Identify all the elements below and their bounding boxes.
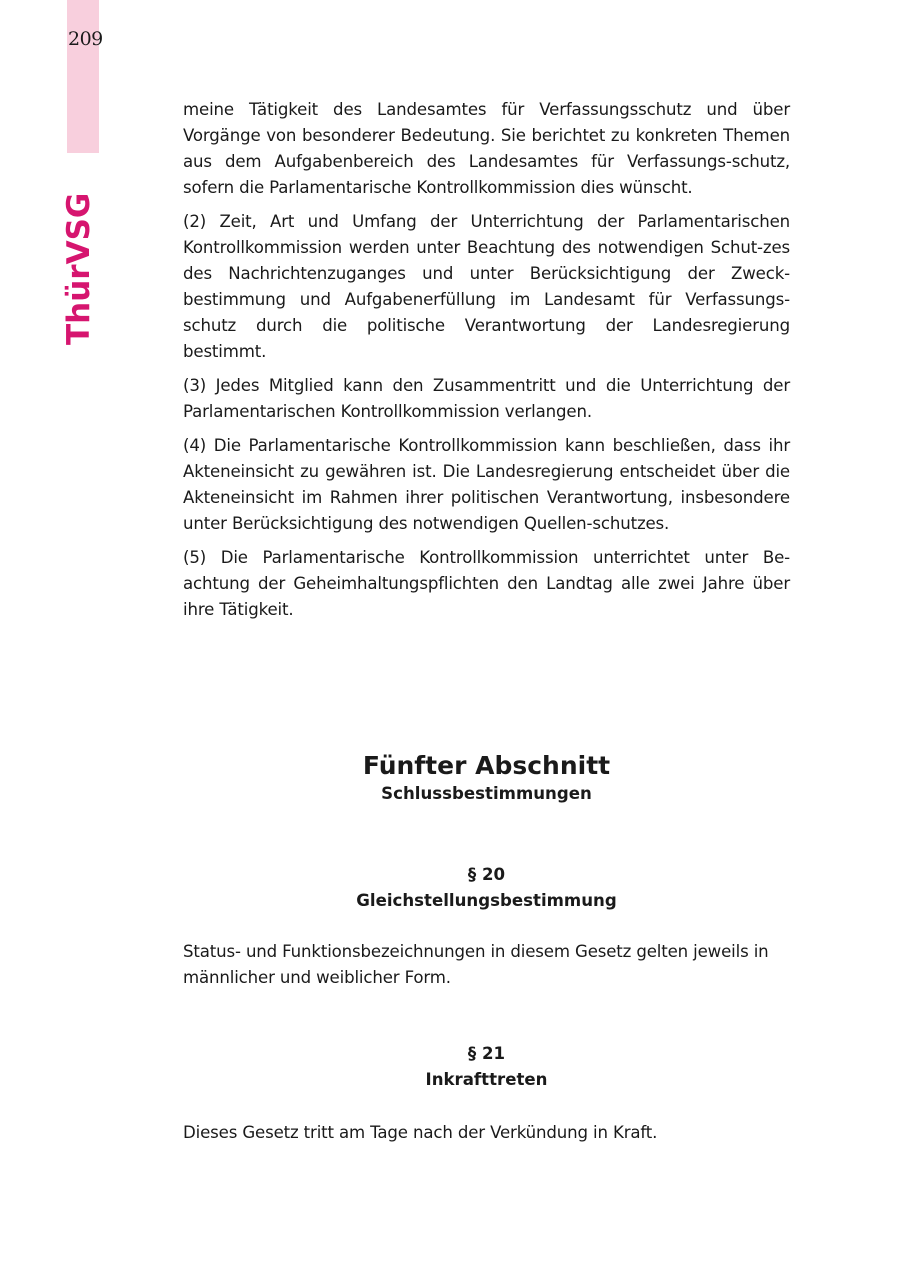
paragraph-3: (3) Jedes Mitglied kann den Zusammentritt und die Unterrichtung der Parlamentarischen Kontrollkommission verlangen. bbox=[183, 376, 790, 421]
article-21-text: Dieses Gesetz tritt am Tage nach der Verkündung in Kraft. bbox=[183, 1123, 658, 1142]
article-20-number: § 20 bbox=[467, 865, 506, 884]
section-subtitle: Schlussbestimmungen bbox=[381, 784, 592, 803]
section-heading bbox=[183, 751, 790, 807]
article-20-text: Status- und Funktionsbezeichnungen in diesem Gesetz gelten jeweils in männlicher und weiblicher Form. bbox=[183, 942, 769, 987]
page-number: 209 bbox=[68, 28, 103, 50]
article-20-heading bbox=[183, 862, 790, 914]
paragraph-2: (2) Zeit, Art und Umfang der Unterrichtung der Parlamentarischen Kontrollkommission werden unter Beachtung des notwendigen Schut-zes des Nachrichtenzuganges und unter Berücksichtigung der Zweck-bestimmung und Aufgabenerfüllung im Landesamt für Verfassungs-schutz durch die politische Verantwortung der Landesregierung bestimmt. bbox=[183, 212, 790, 361]
main-content bbox=[183, 97, 790, 631]
article-21-title: Inkrafttreten bbox=[425, 1070, 548, 1089]
article-20-title: Gleichstellungsbestimmung bbox=[356, 891, 617, 910]
paragraph-continuation: meine Tätigkeit des Landesamtes für Verfassungsschutz und über Vorgänge von besonderer Bedeutung. Sie berichtet zu konkreten Themen aus dem Aufgabenbereich des Landesamtes für Verfassungs-schutz, sofern die Parlamentarische Kontrollkommission dies wünscht. bbox=[183, 100, 790, 197]
running-title: ThürVSG bbox=[61, 192, 97, 345]
section-title: Fünfter Abschnitt bbox=[362, 751, 611, 780]
paragraph-4: (4) Die Parlamentarische Kontrollkommission kann beschließen, dass ihr Akteneinsicht zu gewähren ist. Die Landesregierung entscheidet über die Akteneinsicht im Rahmen ihrer politischen Verantwortung, insbesondere unter Berücksichtigung des notwendigen Quellen-schutzes. bbox=[183, 436, 790, 533]
article-21-number: § 21 bbox=[467, 1044, 506, 1063]
article-21-heading bbox=[183, 1041, 790, 1093]
paragraph-5: (5) Die Parlamentarische Kontrollkommission unterrichtet unter Be-achtung der Geheimhaltungspflichten den Landtag alle zwei Jahre über ihre Tätigkeit. bbox=[183, 548, 790, 619]
side-tab bbox=[67, 0, 99, 153]
